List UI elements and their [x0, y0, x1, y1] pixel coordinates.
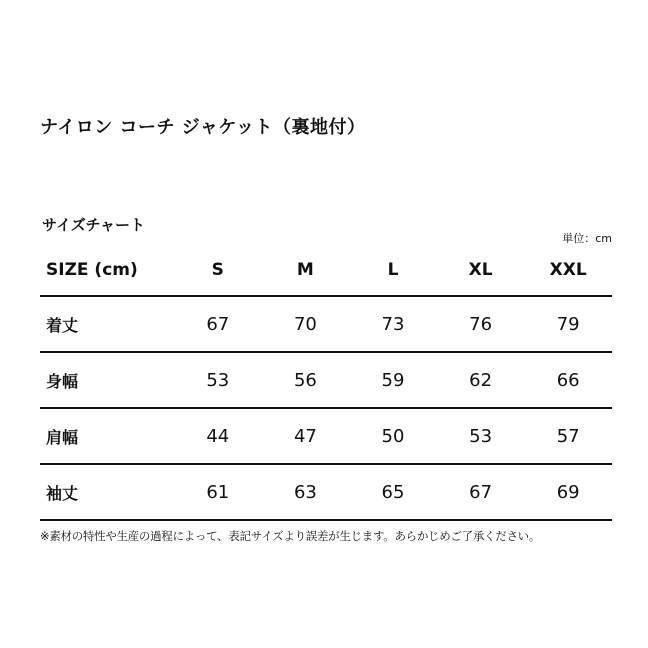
header-size-label: SIZE (cm) [40, 244, 174, 296]
row-label-shoulder-width: 肩幅 [40, 408, 174, 464]
table-cell: 70 [262, 296, 350, 352]
row-label-length: 着丈 [40, 296, 174, 352]
table-cell: 63 [262, 464, 350, 520]
table-cell: 66 [524, 352, 612, 408]
table-cell: 53 [437, 408, 525, 464]
table-cell: 62 [437, 352, 525, 408]
table-cell: 76 [437, 296, 525, 352]
table-cell: 56 [262, 352, 350, 408]
table-cell: 47 [262, 408, 350, 464]
table-cell: 69 [524, 464, 612, 520]
table-cell: 67 [437, 464, 525, 520]
header-size-s: S [174, 244, 262, 296]
product-title: ナイロン コーチ ジャケット（裏地付） [40, 117, 366, 138]
table-cell: 61 [174, 464, 262, 520]
table-row [40, 408, 612, 464]
header-size-xxl: XXL [524, 244, 612, 296]
row-label-sleeve-length: 袖丈 [40, 464, 174, 520]
table-header-row [40, 244, 612, 296]
size-chart-table [40, 244, 612, 521]
table-row [40, 296, 612, 352]
size-chart-heading: サイズチャート [42, 216, 146, 234]
unit-note: 単位：cm [562, 232, 612, 245]
header-size-xl: XL [437, 244, 525, 296]
table-cell: 79 [524, 296, 612, 352]
table-cell: 67 [174, 296, 262, 352]
table-cell: 44 [174, 408, 262, 464]
row-label-body-width: 身幅 [40, 352, 174, 408]
header-size-m: M [262, 244, 350, 296]
header-size-l: L [349, 244, 437, 296]
footnote: ※素材の特性や生産の過程によって、表記サイズより誤差が生じます。あらかじめご了承ください。 [40, 529, 541, 543]
table-cell: 53 [174, 352, 262, 408]
table-cell: 59 [349, 352, 437, 408]
table-cell: 65 [349, 464, 437, 520]
table-row [40, 352, 612, 408]
table-cell: 57 [524, 408, 612, 464]
table-cell: 50 [349, 408, 437, 464]
table-row [40, 464, 612, 520]
table-cell: 73 [349, 296, 437, 352]
